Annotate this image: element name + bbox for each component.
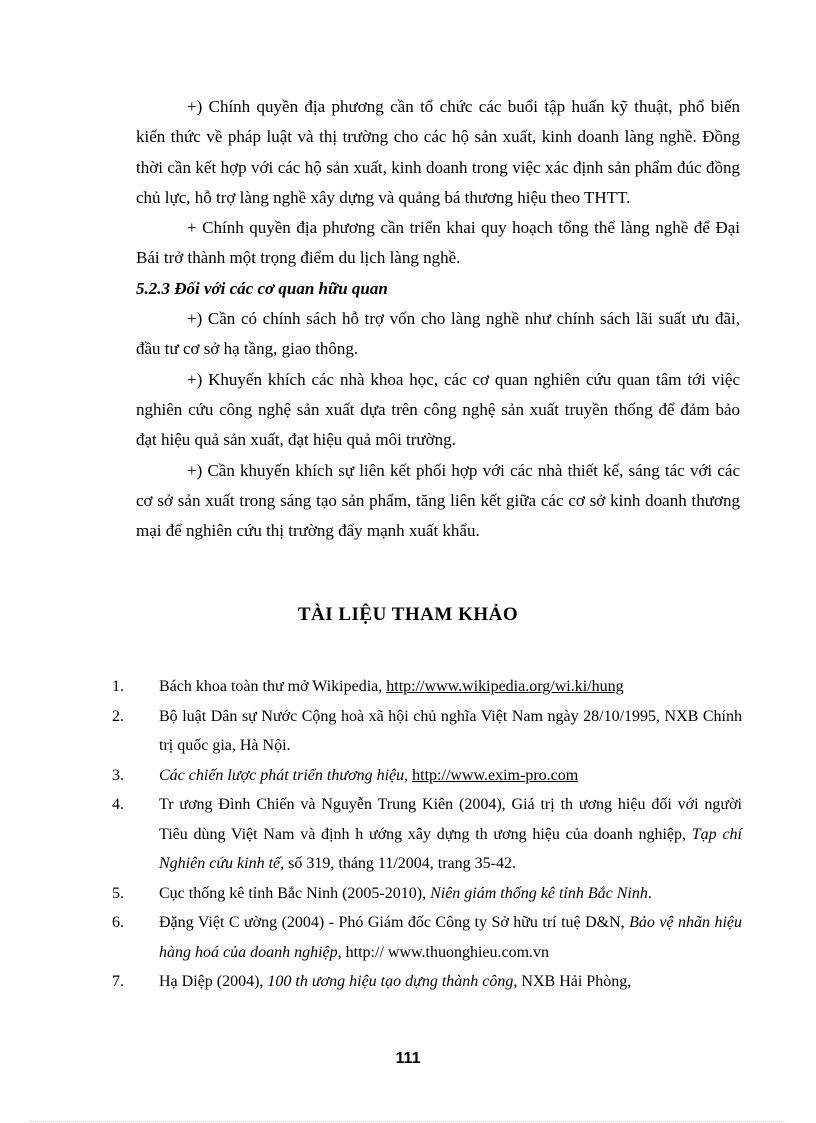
- paragraph: +) Cần khuyến khích sự liên kết phối hợp với các nhà thiết kế, sáng tác với các cơ sở sản xuất trong sáng tạo sản phẩm, tăng liên kết giữa các cơ sở kinh doanh thương mại để nghiên cứu thị trường đẩy mạnh xuất khẩu.: [136, 460, 740, 541]
- reference-item: [112, 761, 742, 791]
- reference-item: [112, 702, 742, 761]
- body-text: [136, 92, 740, 546]
- reference-number: 5.: [112, 884, 124, 902]
- reference-text: Đặng Việt C ường (2004) - Phó Giám đốc Công ty Sở hữu trí tuệ D&N, Bảo vệ nhãn hiệu hàng hoá của doanh nghiệp, http:// www.thuonghieu.com.vn: [159, 914, 742, 961]
- reference-number: 2.: [112, 707, 124, 725]
- paragraph: + Chính quyền địa phương cần triển khai quy hoạch tổng thể làng nghề để Đại Bái trở thành một trọng điểm du lịch làng nghề.: [136, 218, 740, 268]
- reference-number: 4.: [112, 796, 124, 813]
- reference-text: Cục thống kê tỉnh Bắc Ninh (2005-2010), Niên giám thống kê tỉnh Bắc Ninh.: [159, 884, 652, 902]
- paragraph: +) Khuyến khích các nhà khoa học, các cơ quan nghiên cứu quan tâm tới việc nghiên cứu công nghệ sản xuất dựa trên công nghệ sản xuất truyền thống để đảm bảo đạt hiệu quả sản xuất, đạt hiệu quả môi trường.: [136, 369, 740, 450]
- reference-text: Bách khoa toàn thư mở Wikipedia, http://www.wikipedia.org/wi.ki/hung: [159, 678, 624, 695]
- reference-number: 3.: [112, 766, 124, 784]
- reference-text: Tr ương Đình Chiến và Nguyễn Trung Kiên (2004), Giá trị th ương hiệu đối với người Tiêu dùng Việt Nam và định h ướng xây dựng th ương hiệu của doanh nghiệp, Tạp chí Nghiên cứu kinh tế, số 319, tháng 11/2004, trang 35-42.: [159, 796, 742, 872]
- reference-link[interactable]: http://www.exim-pro.com: [412, 766, 579, 784]
- reference-item: [112, 790, 742, 879]
- references-title: TÀI LIỆU THAM KHẢO: [297, 604, 519, 625]
- reference-item: [112, 967, 742, 997]
- reference-item: [112, 672, 742, 702]
- paragraph: +) Cần có chính sách hỗ trợ vốn cho làng nghề như chính sách lãi suất ưu đãi, đầu tư cơ sở hạ tầng, giao thông.: [136, 309, 740, 359]
- page-number: 111: [395, 1050, 421, 1067]
- reference-number: 7.: [112, 973, 124, 990]
- page-bottom-divider: [30, 1121, 786, 1122]
- reference-text: Các chiến lược phát triển thương hiệu, http://www.exim-pro.com: [159, 766, 579, 784]
- section-subheading: 5.2.3 Đối với các cơ quan hữu quan: [136, 278, 388, 298]
- reference-item: [112, 908, 742, 967]
- reference-item: [112, 879, 742, 909]
- references-list: [112, 672, 742, 997]
- reference-text: Hạ Diệp (2004), 100 th ương hiệu tạo dựng thành công, NXB Hải Phòng,: [159, 973, 632, 990]
- paragraph: +) Chính quyền địa phương cần tổ chức các buổi tập huấn kỹ thuật, phổ biến kiến thức về pháp luật và thị trường cho các hộ sản xuất, kinh doanh làng nghề. Đồng thời cần kết hợp với các hộ sản xuất, kinh doanh trong việc xác định sản phẩm đúc đồng chủ lực, hỗ trợ làng nghề xây dựng và quảng bá thương hiệu theo THTT.: [136, 97, 740, 207]
- reference-number: 1.: [112, 678, 124, 695]
- reference-number: 6.: [112, 914, 124, 931]
- reference-link[interactable]: http://www.wikipedia.org/wi.ki/hung: [386, 678, 624, 695]
- reference-text: Bộ luật Dân sự Nước Cộng hoà xã hội chủ nghĩa Việt Nam ngày 28/10/1995, NXB Chính trị quốc gia, Hà Nội.: [159, 707, 742, 754]
